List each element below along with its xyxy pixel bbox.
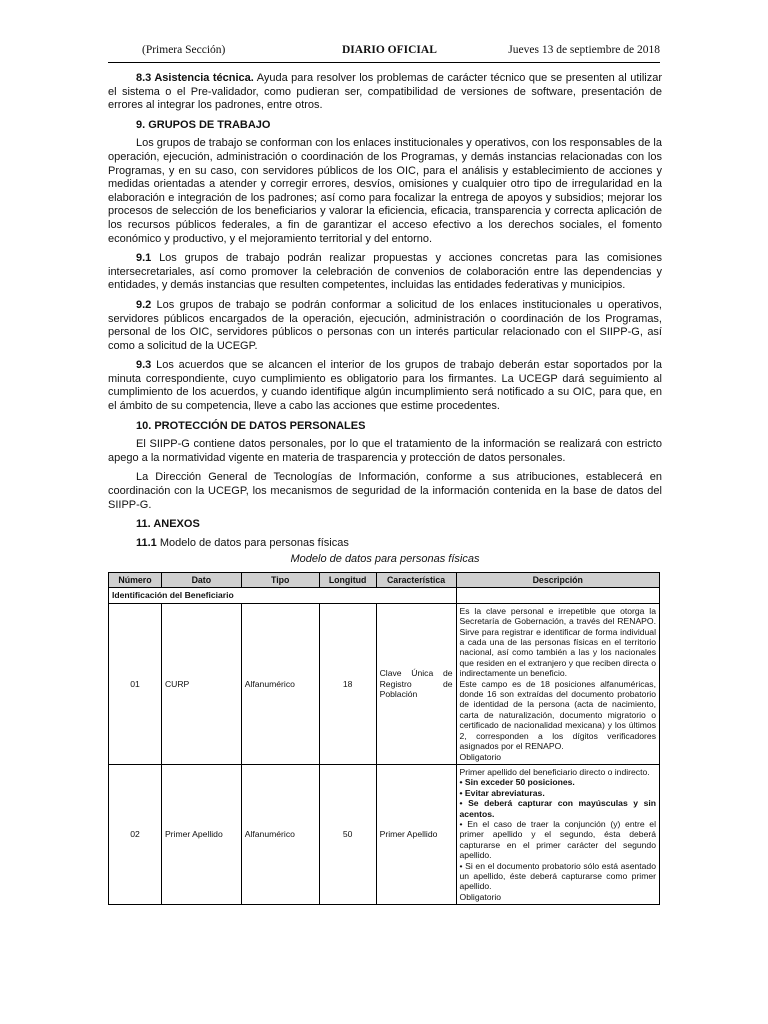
column-header-descripcion: Descripción <box>456 573 659 588</box>
table-row <box>109 603 660 764</box>
cell-descripcion <box>456 603 659 764</box>
paragraph-9-3 <box>108 359 662 413</box>
table-header-row <box>109 573 660 588</box>
cell-descripcion <box>456 764 659 904</box>
paragraph-9-1-number: 9.1 <box>136 252 152 265</box>
paragraph-9-3-text: Los acuerdos que se alcancen el interior de los grupos de trabajo deberán estar soportados por la minuta correspondiente, cuyo cumplimiento es obligatorio para los firmantes. La UCEGP dará seguimiento al cumplimiento de los acuerdos, y cuando identifique algún incumplimiento será notificado a su OIC, para que, en el ámbito de su competencia, lleve a cabo las acciones que estime procedentes. <box>108 359 662 413</box>
table-row <box>109 764 660 904</box>
header-section: (Primera Sección) <box>142 44 226 56</box>
paragraph-9-3-number: 9.3 <box>136 359 152 372</box>
section-11-1-number: 11.1 <box>136 536 157 549</box>
column-header-dato: Dato <box>161 573 241 588</box>
section-8-3-title: 8.3 Asistencia técnica. <box>136 72 254 84</box>
header-divider <box>108 62 660 63</box>
section-11-1 <box>108 537 662 551</box>
cell-dato: Primer Apellido <box>161 764 241 904</box>
description-bullet: • En el caso de traer la conjunción (y) entre el primer apellido y el segundo, ésta deberá capturarse en el primer carácter del segundo apellido. <box>459 818 656 861</box>
cell-longitud: 18 <box>319 603 376 764</box>
description-line: Primer apellido del beneficiario directo o indirecto. <box>459 766 650 777</box>
cell-tipo: Alfanumérico <box>241 603 319 764</box>
page-header <box>108 44 660 62</box>
description-bullet: • Sin exceder 50 posiciones. <box>459 777 575 788</box>
cell-dato: CURP <box>161 603 241 764</box>
section-8-3-text: Ayuda para resolver los problemas de carácter técnico que se presenten al utilizar el sistema o el Pre-validador, como pudieran ser, compatibilidad de versiones de software, presentación de errores al integrar los padrones, entre otros. <box>108 72 662 112</box>
column-header-caracteristica: Característica <box>376 573 456 588</box>
column-header-tipo: Tipo <box>241 573 319 588</box>
description-bullet: • Si en el documento probatorio sólo está asentado un apellido, éste deberá capturarse como primer apellido. <box>459 860 656 892</box>
cell-longitud: 50 <box>319 764 376 904</box>
section-row-empty <box>456 588 659 603</box>
cell-caracteristica: Clave Única de Registro de Población <box>376 603 456 764</box>
data-model-table <box>108 572 660 905</box>
cell-numero: 02 <box>109 764 162 904</box>
paragraph-9-2-number: 9.2 <box>136 298 152 311</box>
description-bullet: • Evitar abreviaturas. <box>459 787 545 798</box>
paragraph-9-2-text: Los grupos de trabajo se podrán conformar a solicitud de los enlaces institucionales u operativos, servidores públicos encargados de la operación, ejecución, administración o coordinación de los Programas, personal de los OIC, servidores públicos o personas con un interés particular relacionado con el SIIPP-G, así como a solicitud de la UCEGP. <box>108 298 662 352</box>
description-line: Obligatorio <box>459 891 502 902</box>
table-caption: Modelo de datos para personas físicas <box>290 553 480 566</box>
column-header-longitud: Longitud <box>319 573 376 588</box>
cell-caracteristica: Primer Apellido <box>376 764 456 904</box>
section-11-1-text: Modelo de datos para personas físicas <box>156 536 349 549</box>
description-line: Es la clave personal e irrepetible que otorga la Secretaría de Gobernación, a través del RENAPO. Sirve para registrar e identificar de forma individual a cada una de las personas físicas en el territorio nacional, así como también a las y los nacionales que residen en el extranjero y que reciben directa o indirectamente un beneficio. <box>459 605 656 679</box>
section-10-paragraph-1: El SIIPP-G contiene datos personales, por lo que el tratamiento de la información se realizará con estricto apego a la normatividad vigente en materia de trasparencia y protección de datos personales. <box>108 438 662 464</box>
description-line: Obligatorio <box>459 751 502 762</box>
header-publication: DIARIO OFICIAL <box>342 44 437 56</box>
paragraph-9-2 <box>108 299 662 353</box>
section-9-heading: 9. GRUPOS DE TRABAJO <box>136 118 271 131</box>
paragraph-9-1-text: Los grupos de trabajo podrán realizar propuestas y acciones concretas para las comisiones intersecretariales, así como promover la celebración de convenios de colaboración entre las dependencias y entidades, y demás instancias que resulten competentes, incluidas las entidades federativas y municipios. <box>108 252 662 292</box>
description-bullet: • Se deberá capturar con mayúsculas y sin acentos. <box>459 798 656 819</box>
section-9-intro: Los grupos de trabajo se conforman con los enlaces institucionales y operativos, con los responsables de la operación, ejecución, administración o coordinación de los Programas, y demás instancias relacionadas con los Programas, y en su caso, con servidores públicos de los OIC, para el análisis y establecimiento de acciones y medidas orientadas a atender y corregir errores, desvíos, omisiones y cualquier otro tipo de irregularidad en la elaboración e integración de los padrones; así como para focalizar la entrega de apoyos y subsidios; mejorar los procesos de selección de los beneficiarios y valorar la eficiencia, eficacia, transparencia y correcta aplicación de los recursos públicos federales, a fin de garantizar el acceso efectivo a los derechos sociales, el fomento económico y productivo, y el mejoramiento territorial y del entorno. <box>108 137 662 245</box>
cell-tipo: Alfanumérico <box>241 764 319 904</box>
section-11-heading: 11. ANEXOS <box>136 518 200 531</box>
section-10-paragraph-2: La Dirección General de Tecnologías de Información, conforme a sus atribuciones, establecerá en coordinación con la UCEGP, los mecanismos de seguridad de la información contenida en la base de datos del SIIPP-G. <box>108 471 662 511</box>
table-section-row <box>109 588 660 603</box>
description-line: Este campo es de 18 posiciones alfanuméricas, donde 16 son extraídas del documento probatorio de identidad de la persona (acta de nacimiento, carta de naturalización, documento migratorio o certificado de nacionalidad mexicana) y los últimos 2, corresponden a los dígitos verificadores asignados por el RENAPO. <box>459 678 656 752</box>
paragraph-9-1 <box>108 252 662 293</box>
header-date: Jueves 13 de septiembre de 2018 <box>508 44 660 56</box>
section-row-label: Identificación del Beneficiario <box>109 588 457 603</box>
column-header-numero: Número <box>109 573 162 588</box>
section-10-heading: 10. PROTECCIÓN DE DATOS PERSONALES <box>136 419 366 432</box>
paragraph-8-3 <box>108 72 662 113</box>
cell-numero: 01 <box>109 603 162 764</box>
document-body <box>108 72 662 905</box>
